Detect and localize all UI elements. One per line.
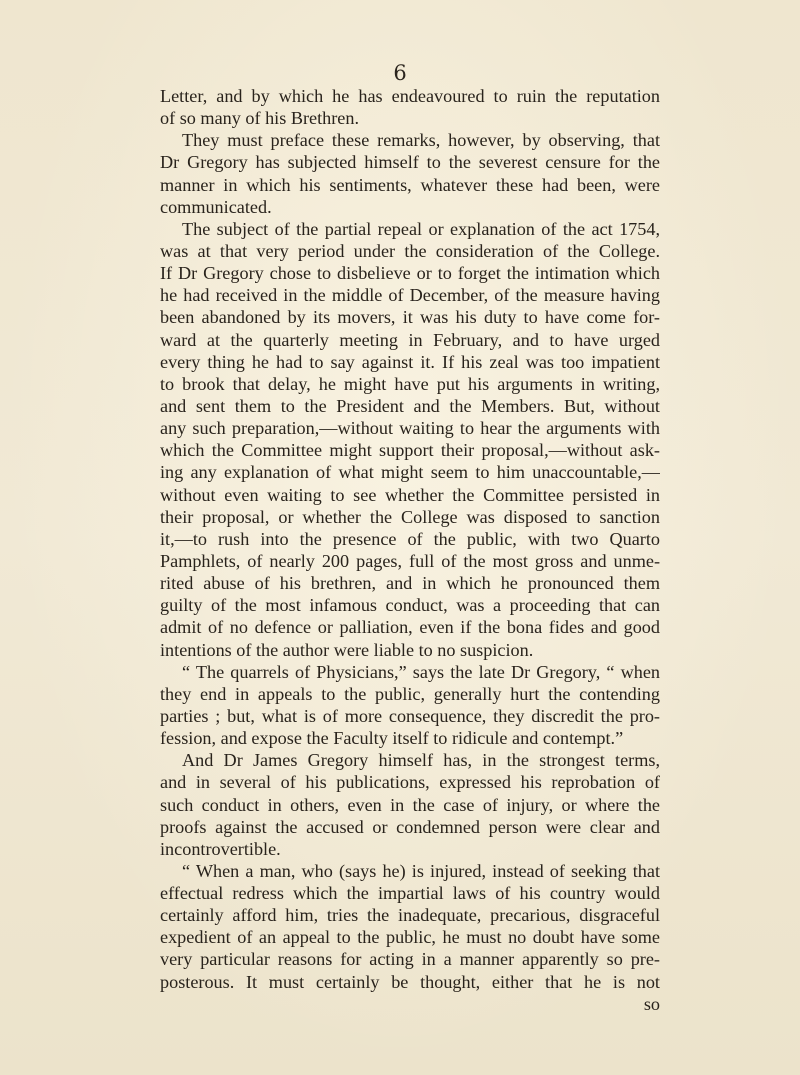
text-line: guilty of the most infamous conduct, was a proceeding that can (160, 595, 660, 616)
text-line: any such preparation,—without waiting to hear the arguments with (160, 418, 660, 439)
text-line: without even waiting to see whether the Committee persisted in (160, 484, 660, 505)
text-line: manner in which his sentiments, whatever these had been, were (160, 174, 660, 195)
text-line: it,—to rush into the presence of the public, with two Quarto (160, 528, 660, 549)
text-line: proofs against the accused or condemned person were clear and (160, 816, 660, 837)
text-line: communicated. (160, 196, 272, 217)
text-line: their proposal, or whether the College was disposed to sanction (160, 506, 660, 527)
text-line: very particular reasons for acting in a manner apparently so pre- (160, 949, 660, 970)
text-line: Letter, and by which he has endeavoured to ruin the reputation (160, 86, 660, 106)
text-line: been abandoned by its movers, it was his duty to have come for- (160, 307, 660, 328)
text-line: They must preface these remarks, however, by observing, that (182, 130, 660, 151)
text-line: incontrovertible. (160, 838, 281, 859)
text-line: Dr Gregory has subjected himself to the severest censure for the (160, 152, 660, 173)
text-line: The subject of the partial repeal or explanation of the act 1754, (182, 218, 660, 239)
text-line: every thing he had to say against it. If his zeal was too impatient (160, 351, 660, 372)
text-line: And Dr James Gregory himself has, in the strongest terms, (182, 750, 660, 771)
text-line: ing any explanation of what might seem to him unaccountable,— (160, 462, 660, 483)
text-line: of so many of his Brethren. (160, 108, 360, 129)
text-line: expedient of an appeal to the public, he must no doubt have some (160, 927, 660, 948)
text-line: “ When a man, who (says he) is injured, instead of seeking that (182, 860, 660, 881)
text-line: which the Committee might support their proposal,—without ask- (160, 440, 660, 461)
text-line: rited abuse of his brethren, and in which he pronounced them (160, 573, 660, 594)
text-line: Pamphlets, of nearly 200 pages, full of the most gross and unme- (160, 550, 660, 571)
text-line: parties ; but, what is of more consequence, they discredit the pro- (160, 705, 660, 726)
text-line: intentions of the author were liable to no suspicion. (160, 639, 534, 660)
text-line: ward at the quarterly meeting in February, and to have urged (160, 329, 660, 350)
page-number: 6 (393, 61, 407, 85)
text-line: such conduct in others, even in the case of injury, or where the (160, 794, 660, 815)
text-line: and in several of his publications, expressed his reprobation of (160, 772, 660, 793)
body-text (160, 85, 660, 1015)
text-line: posterous. It must certainly be thought, either that he is not (160, 971, 660, 992)
text-line: admit of no defence or palliation, even if the bona fides and good (160, 617, 660, 638)
text-line: was at that very period under the consideration of the College. (160, 240, 660, 261)
text-line: effectual redress which the impartial laws of his country would (160, 883, 660, 904)
text-line: to brook that delay, he might have put his arguments in writing, (160, 373, 660, 394)
text-line: so (643, 993, 660, 1014)
text-line: and sent them to the President and the Members. But, without (160, 395, 660, 416)
text-line: “ The quarrels of Physicians,” says the late Dr Gregory, “ when (182, 661, 660, 682)
text-line: fession, and expose the Faculty itself to ridicule and contempt.” (160, 728, 624, 749)
text-line: he had received in the middle of December, of the measure having (160, 285, 660, 306)
text-line: they end in appeals to the public, generally hurt the contending (160, 683, 660, 704)
text-line: certainly afford him, tries the inadequate, precarious, disgraceful (160, 905, 660, 926)
text-line: If Dr Gregory chose to disbelieve or to forget the intimation which (160, 263, 660, 284)
